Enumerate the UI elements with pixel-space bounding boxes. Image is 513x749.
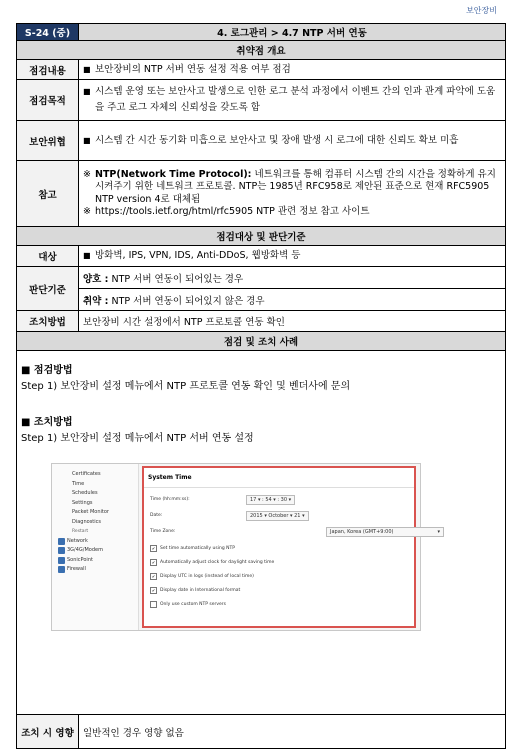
network-icon [58,538,65,545]
impact-text: 일반적인 경우 영향 없음 [79,715,506,749]
checkbox-dst[interactable]: ✔ Automatically adjust clock for daylight saving time [151,560,275,565]
target-text: 방화벽, IPS, VPN, IDS, Anti-DDoS, 웹방화벽 등 [95,250,301,261]
bad-label: 취약 : [83,295,109,307]
page-category: 보안장비 [466,6,497,15]
nav-group-modem[interactable]: 3G/4G/Modem [52,546,138,556]
nav-group-firewall[interactable]: Firewall [52,565,138,575]
section-criteria: 점검대상 및 판단기준 [17,227,506,246]
checkbox-empty-icon [150,601,157,608]
item-title: 4. 로그관리 > 4.7 NTP 서버 연동 [79,24,506,41]
system-time-panel [142,466,440,628]
access-point-icon [58,557,65,564]
modem-icon [58,547,65,554]
nav-item-certificates[interactable]: Certificates [72,471,101,477]
note-mark: ※ [83,168,91,180]
label-content: 점검내용 [17,60,79,80]
bullet: ■ [83,135,91,145]
item-code: S-24 (중) [17,24,79,41]
purpose-text: 시스템 운영 또는 보안사고 발생으로 인한 로그 분석 과정에서 이벤트 간의 인과 관계 파악에 도움을 주고 로그 자체의 신뢰성을 갖도록 함 [95,86,496,113]
label-threat: 보안위협 [17,121,79,161]
time-select[interactable]: 17 ▾ : 54 ▾ : 30 ▾ [246,495,295,505]
bad-text: NTP 서버 연동이 되어있지 않은 경우 [108,295,265,307]
checkbox-checked-icon: ✔ [151,588,156,593]
firewall-icon [58,566,65,573]
checkbox-custom-ntp[interactable]: Only use custom NTP servers [150,601,226,608]
nav-item-restart[interactable]: Restart [72,529,89,534]
label-impact: 조치 시 영향 [17,715,79,749]
time-label: Time (hh:mm:ss): [150,497,190,502]
checkbox-checked-icon: ✔ [151,560,156,565]
nav-item-packet-monitor[interactable]: Packet Monitor [72,509,109,515]
reference-link: https://tools.ietf.org/html/rfc5905 NTP 관련 정보 참고 사이트 [95,206,370,217]
settings-screenshot [51,463,440,631]
checkbox-intl-date[interactable]: ✔ Display date in International format [151,588,241,593]
nav-item-schedules[interactable]: Schedules [72,490,98,496]
checklist-table [16,23,506,749]
bullet: ■ [83,64,91,74]
checkbox-checked-icon: ✔ [151,546,156,551]
fix-method-step: Step 1) 보안장비 설정 메뉴에서 NTP 서버 연동 설정 [21,433,254,444]
bullet: ■ [83,87,91,96]
content-text: 보안장비의 NTP 서버 연동 설정 적용 여부 점검 [95,63,291,75]
good-label: 양호 : [83,273,109,285]
action-text: 보안장비 시간 설정에서 NTP 프로토콜 연동 확인 [79,311,506,332]
nav-group-network[interactable]: Network [52,537,138,547]
nav-item-time[interactable]: Time [72,480,85,487]
nav-item-settings[interactable]: Settings [72,499,93,506]
checkbox-ntp[interactable]: ✔ Set time automatically using NTP [151,546,235,551]
bullet: ■ [83,251,91,260]
good-text: NTP 서버 연동이 되어있는 경우 [108,273,244,285]
timezone-select[interactable]: Japan, Korea (GMT+9:00) ▾ [326,527,444,537]
date-label: Date: [150,513,163,518]
timezone-label: Time Zone: [150,529,176,534]
check-method-step: Step 1) 보안장비 설정 메뉴에서 NTP 프로토콜 연동 확인 및 벤더사에 문의 [21,381,351,392]
checkbox-utc[interactable]: ✔ Display UTC in logs (instead of local time) [151,574,254,579]
check-method-heading: ■ 점검방법 [21,365,73,376]
section-overview: 취약점 개요 [17,41,506,60]
label-action: 조치방법 [17,311,79,332]
fix-method-heading: ■ 조치방법 [21,417,73,428]
label-target: 대상 [17,246,79,267]
date-select[interactable]: 2015 ▾ October ▾ 21 ▾ [246,511,309,521]
chevron-down-icon: ▾ [437,529,440,535]
examples-cell [17,351,506,715]
threat-text: 시스템 간 시간 동기화 미흡으로 보안사고 및 장애 발생 시 로그에 대한 신뢰도 확보 미흡 [95,134,459,146]
label-purpose: 점검목적 [17,80,79,121]
ntp-term: NTP(Network Time Protocol): [95,168,252,180]
label-criteria: 판단기준 [17,267,79,311]
note-mark: ※ [83,206,91,217]
settings-nav [52,464,139,630]
panel-title: System Time [144,468,414,488]
section-examples: 점검 및 조치 사례 [17,332,506,351]
nav-item-diagnostics[interactable]: Diagnostics [72,518,102,525]
label-reference: 참고 [17,161,79,227]
checkbox-checked-icon: ✔ [151,574,156,579]
reference-text: 네트워크를 통해 컴퓨터 시스템 간의 시간을 정확하게 유지 시켜주기 위한 네트워크 프로토콜. NTP는 1985년 RFC958로 제안된 표준으로 현재 RFC5905 NTP version 4로 대체됨 [95,168,496,205]
nav-group-sonicpoint[interactable]: SonicPoint [52,556,138,566]
